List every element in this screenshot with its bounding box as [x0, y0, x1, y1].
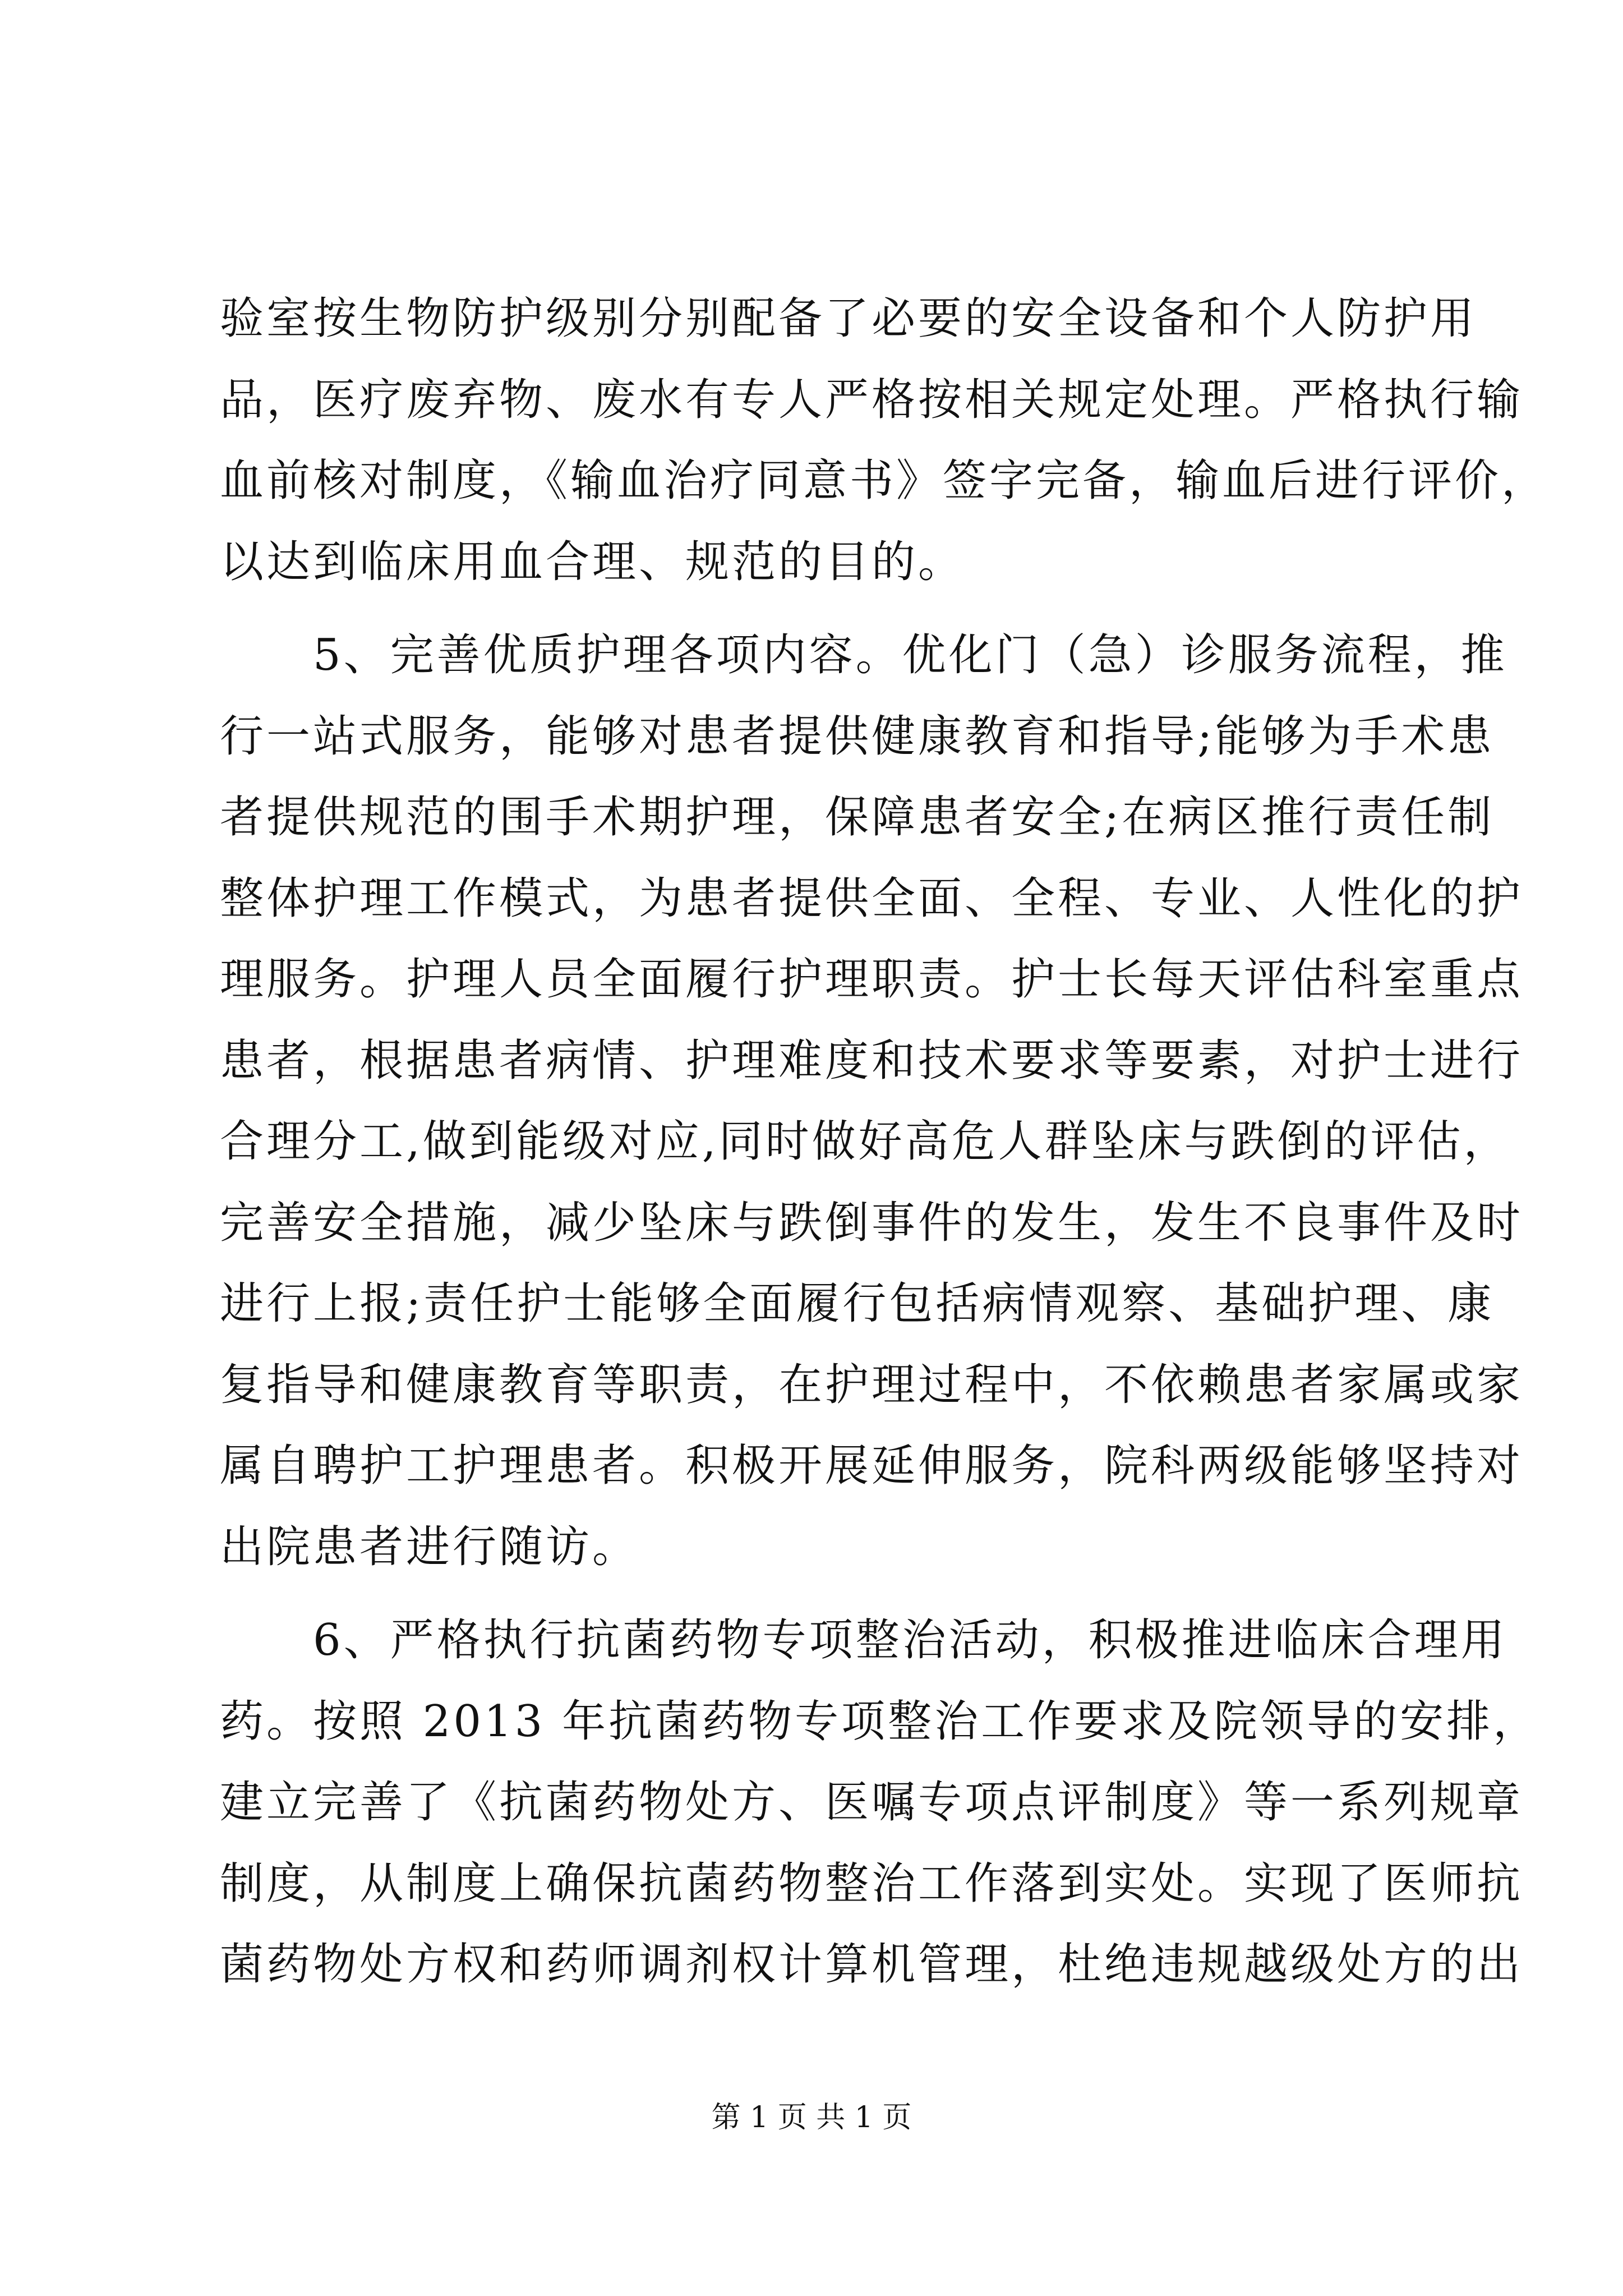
text-line: 进行上报;责任护士能够全面履行包括病情观察、基础护理、康: [220, 1278, 1495, 1329]
text-line: 以达到临床用血合理、规范的目的。: [220, 536, 965, 587]
text-line: 者提供规范的围手术期护理，保障患者安全;在病区推行责任制: [220, 792, 1495, 843]
text-line: 完善安全措施，减少坠床与跌倒事件的发生，发生不良事件及时: [220, 1197, 1524, 1248]
text-line: 属自聘护工护理患者。积极开展延伸服务，院科两级能够坚持对: [220, 1441, 1524, 1491]
text-line: 品，医疗废弃物、废水有专人严格按相关规定处理。严格执行输: [220, 374, 1524, 425]
text-line: 制度，从制度上确保抗菌药物整治工作落到实处。实现了医师抗: [220, 1858, 1524, 1909]
text-line: 5、完善优质护理各项内容。优化门（急）诊服务流程，推: [220, 630, 1507, 680]
text-line: 血前核对制度，《输血治疗同意书》签字完备，输血后进行评价，: [220, 455, 1548, 506]
text-line: 患者，根据患者病情、护理难度和技术要求等要素，对护士进行: [220, 1035, 1524, 1086]
text-line: 建立完善了《抗菌药物处方、医嘱专项点评制度》等一系列规章: [220, 1777, 1524, 1828]
text-line: 菌药物处方权和药师调剂权计算机管理，杜绝违规越级处方的出: [220, 1939, 1524, 1990]
text-line: 理服务。护理人员全面履行护理职责。护士长每天评估科室重点: [220, 954, 1524, 1005]
text-line: 整体护理工作模式，为患者提供全面、全程、专业、人性化的护: [220, 873, 1524, 924]
text-line: 复指导和健康教育等职责，在护理过程中，不依赖患者家属或家: [220, 1359, 1524, 1410]
text-line: 出院患者进行随访。: [220, 1521, 639, 1572]
page-footer: 第 1 页 共 1 页: [711, 2101, 912, 2134]
text-line: 行一站式服务，能够对患者提供健康教育和指导;能够为手术患: [220, 711, 1495, 762]
text-line: 验室按生物防护级别分别配备了必要的安全设备和个人防护用: [220, 293, 1477, 344]
text-line: 合理分工,做到能级对应,同时做好高危人群坠床与跌倒的评估，: [220, 1116, 1510, 1167]
text-line: 6、严格执行抗菌药物专项整治活动，积极推进临床合理用: [220, 1615, 1507, 1665]
text-line: 药。按照 2013 年抗菌药物专项整治工作要求及院领导的安排，: [220, 1696, 1540, 1747]
